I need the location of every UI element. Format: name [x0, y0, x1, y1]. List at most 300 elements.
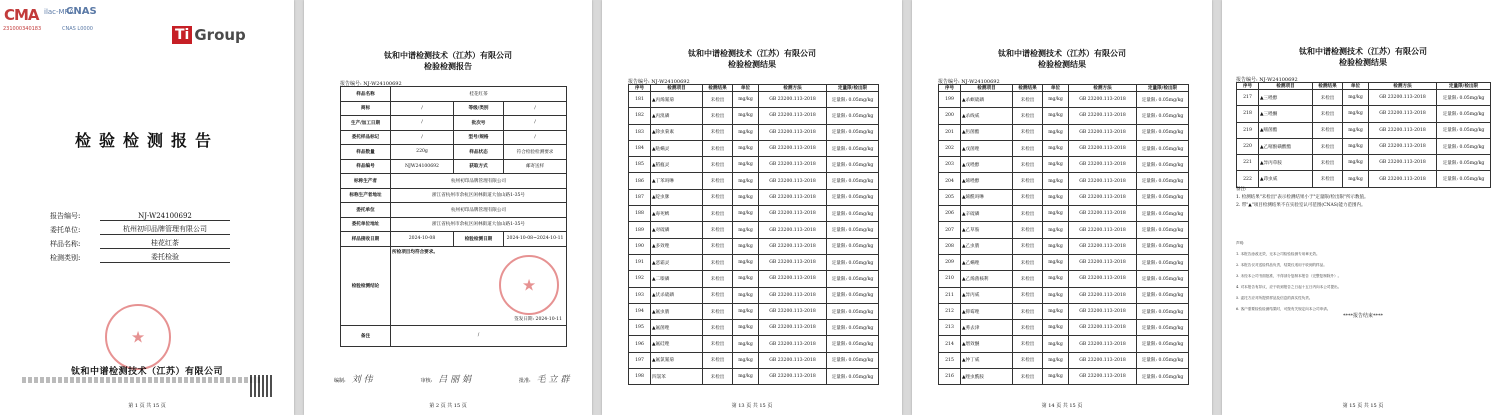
quantification-limit: 定量限: 0.05mg/kg [1137, 140, 1189, 156]
test-method: GB 23200.113-2018 [759, 189, 827, 205]
test-method: GB 23200.113-2018 [759, 369, 827, 385]
company-name: 钛和中谱检测技术（江苏）有限公司 [688, 48, 816, 58]
logo-ti: Ti [172, 26, 192, 44]
quantification-limit: 定量限: 0.05mg/kg [827, 303, 879, 319]
test-method: GB 23200.113-2018 [1369, 122, 1437, 138]
cma-logo: CMA [4, 6, 39, 24]
cover-title: 检验检测报告 [74, 131, 219, 150]
table-row [341, 116, 567, 131]
row-number: 207 [939, 222, 961, 238]
test-item: ▲丁苯吗啉 [651, 173, 703, 189]
cell: 样品接收日期 [341, 232, 391, 247]
cell: NJW24100692 [391, 159, 454, 174]
cnas-logo: CNAS [66, 6, 97, 17]
test-result: 未检出 [703, 303, 733, 319]
test-item: ▲莠去津 [961, 320, 1013, 336]
test-result: 未检出 [1313, 171, 1343, 187]
test-method: GB 23200.113-2018 [759, 108, 827, 124]
test-method: GB 23200.113-2018 [1069, 92, 1137, 108]
quantification-limit: 定量限: 0.05mg/kg [1437, 138, 1491, 154]
cell: 商标 [341, 101, 391, 116]
quantification-limit: 定量限: 0.05mg/kg [827, 352, 879, 368]
table-row [629, 173, 879, 189]
table-row [1237, 106, 1491, 122]
row-number: 192 [629, 271, 651, 287]
row-number: 185 [629, 157, 651, 173]
row-number: 220 [1237, 138, 1259, 154]
cell: / [504, 101, 567, 116]
quantification-limit: 定量限: 0.05mg/kg [1437, 122, 1491, 138]
notes-title: 备注: [1236, 187, 1247, 192]
logo-group: Group [194, 26, 246, 44]
cell: 样品编号 [341, 159, 391, 174]
cell: 桂花红茶 [391, 87, 567, 102]
info-value: NJ-W24100692 [100, 212, 230, 221]
test-item: ▲乙嘧酚磺酸酯 [1259, 138, 1313, 154]
test-item: ▲乙烯菌核利 [961, 271, 1013, 287]
cell: 邮寄送样 [504, 159, 567, 174]
row-number: 208 [939, 238, 961, 254]
test-item: ▲啶虫脒 [651, 189, 703, 205]
quantification-limit: 定量限: 0.05mg/kg [1437, 106, 1491, 122]
table-row [629, 369, 879, 385]
unit: mg/kg [733, 320, 759, 336]
test-item: ▲氟氯氰菊 [651, 352, 703, 368]
table-row [341, 87, 567, 102]
test-result: 未检出 [1313, 122, 1343, 138]
unit: mg/kg [733, 303, 759, 319]
row-number: 190 [629, 238, 651, 254]
quantification-limit: 定量限: 0.05mg/kg [1137, 206, 1189, 222]
cell: 委托单位地址 [341, 217, 391, 232]
unit: mg/kg [1043, 140, 1069, 156]
test-method: GB 23200.113-2018 [1069, 189, 1137, 205]
row-number: 217 [1237, 90, 1259, 106]
test-item: 四氯苯 [651, 369, 703, 385]
quantification-limit: 定量限: 0.05mg/kg [1137, 238, 1189, 254]
company-seal-icon: ★ [105, 304, 171, 370]
cell: / [391, 130, 454, 145]
table-row [939, 320, 1189, 336]
unit: mg/kg [1043, 206, 1069, 222]
note-item: 2. 带"▲"项目检测结果不在实验室认可范围(CNAS)能力范围内。 [1236, 203, 1366, 208]
company-name: 钛和中谱检测技术（江苏）有限公司 [70, 367, 223, 377]
table-row [1237, 171, 1491, 187]
table-header-row [629, 85, 879, 92]
test-item: ▲对硫磷 [651, 222, 703, 238]
column-header: 检测结果 [703, 85, 733, 92]
info-row [50, 235, 230, 249]
quantification-limit: 定量限: 0.05mg/kg [1137, 287, 1189, 303]
inspection-seal-icon: ★ [499, 255, 559, 315]
cell: 2024-10-08 [391, 232, 454, 247]
quantification-limit: 定量限: 0.05mg/kg [1137, 271, 1189, 287]
cell: 标称生产者 [341, 174, 391, 189]
column-header: 单位 [733, 85, 759, 92]
unit: mg/kg [733, 336, 759, 352]
unit: mg/kg [733, 222, 759, 238]
table-row [939, 124, 1189, 140]
table-row [629, 124, 879, 140]
table-row [629, 157, 879, 173]
test-result: 未检出 [703, 271, 733, 287]
test-result: 未检出 [1013, 336, 1043, 352]
table-row [629, 287, 879, 303]
test-method: GB 23200.113-2018 [759, 271, 827, 287]
quantification-limit: 定量限: 0.05mg/kg [1137, 157, 1189, 173]
test-result: 未检出 [1013, 222, 1043, 238]
page-header [304, 50, 592, 72]
test-method: GB 23200.113-2018 [759, 238, 827, 254]
test-item: ▲乙虫腈 [961, 238, 1013, 254]
quantification-limit: 定量限: 0.05mg/kg [827, 222, 879, 238]
test-result: 未检出 [703, 238, 733, 254]
statement-item: 1. 本报告涂改无效，无本公司检验检测专用章无效。 [1236, 252, 1320, 256]
test-method: GB 23200.113-2018 [759, 157, 827, 173]
row-number: 183 [629, 124, 651, 140]
test-item: ▲伏杀硫磷 [651, 287, 703, 303]
test-method: GB 23200.113-2018 [1069, 336, 1137, 352]
table-row [341, 203, 567, 218]
unit: mg/kg [1043, 173, 1069, 189]
test-item: ▲仲丁威 [961, 352, 1013, 368]
test-result: 未检出 [1313, 106, 1343, 122]
column-header: 定量限/检出限 [1437, 83, 1491, 90]
table-row [939, 238, 1189, 254]
ilac-logo: ilac-MRA [44, 8, 74, 16]
test-result: 未检出 [703, 140, 733, 156]
signature: 吕 丽 娟 [438, 375, 471, 385]
test-result: 未检出 [1313, 155, 1343, 171]
table-row [939, 92, 1189, 108]
row-number: 211 [939, 287, 961, 303]
unit: mg/kg [733, 124, 759, 140]
test-method: GB 23200.113-2018 [1369, 90, 1437, 106]
conclusion-text: 所检项目均符合要求。 [392, 249, 438, 255]
page-number: 第 14 页 共 15 页 [1041, 403, 1083, 409]
quantification-limit: 定量限: 0.05mg/kg [1137, 336, 1189, 352]
column-header: 检测项目 [1259, 83, 1313, 90]
test-item: ▲辛硫磷 [961, 206, 1013, 222]
test-item: ▲茚虫威 [1259, 171, 1313, 187]
row-number: 197 [629, 352, 651, 368]
column-header: 序号 [629, 85, 651, 92]
table-row [939, 369, 1189, 385]
cma-number: 231000340183 [3, 26, 42, 32]
column-header: 定量限/检出限 [827, 85, 879, 92]
report-number: 报告编号: NJ-W24100692 [628, 79, 690, 85]
test-item: ▲杀螟硫磷 [961, 92, 1013, 108]
table-row [1237, 122, 1491, 138]
test-result: 未检出 [703, 206, 733, 222]
unit: mg/kg [733, 92, 759, 108]
test-method: GB 23200.113-2018 [1069, 157, 1137, 173]
test-result: 未检出 [1013, 92, 1043, 108]
test-method: GB 23200.113-2018 [1069, 271, 1137, 287]
test-result: 未检出 [703, 189, 733, 205]
unit: mg/kg [733, 189, 759, 205]
cell: 检验检测结论 [341, 246, 391, 325]
report-page-results-14 [912, 0, 1212, 415]
column-header: 单位 [1043, 85, 1069, 92]
note-item: 1. 检测结果"未检出"表示检测结果小于"定量限/检出限"所示数值。 [1236, 195, 1369, 200]
cell: 220g [391, 145, 454, 160]
company-name: 钛和中谱检测技术（江苏）有限公司 [1299, 46, 1427, 56]
test-item: ▲恶霜灵 [651, 254, 703, 270]
tigroup-logo [172, 26, 246, 44]
test-result: 未检出 [1013, 238, 1043, 254]
test-result: 未检出 [1013, 254, 1043, 270]
row-number: 215 [939, 352, 961, 368]
cell: 样品数量 [341, 145, 391, 160]
unit: mg/kg [733, 271, 759, 287]
qr-code-icon [250, 375, 272, 397]
unit: mg/kg [1043, 108, 1069, 124]
test-result: 未检出 [1013, 108, 1043, 124]
row-number: 191 [629, 254, 651, 270]
page-number: 第 1 页 共 15 页 [128, 403, 166, 409]
page-number: 第 13 页 共 15 页 [731, 403, 773, 409]
unit: mg/kg [733, 140, 759, 156]
statement-item: 6. 客户需要检验检测结果时，可按有关规定向本公司申请。 [1236, 307, 1331, 311]
test-result: 未检出 [1013, 189, 1043, 205]
test-item: ▲戊菌唑 [961, 140, 1013, 156]
test-item: ▲增效醚 [961, 336, 1013, 352]
column-header: 定量限/检出限 [1137, 85, 1189, 92]
test-result: 未检出 [1013, 352, 1043, 368]
test-method: GB 23200.113-2018 [1069, 303, 1137, 319]
unit: mg/kg [1343, 138, 1369, 154]
cnas-number: CNAS L0000 [62, 26, 93, 32]
test-method: GB 23200.113-2018 [759, 320, 827, 336]
cell: / [391, 116, 454, 131]
cell: 符合检验检测要求 [504, 145, 567, 160]
unit: mg/kg [733, 369, 759, 385]
table-row [939, 287, 1189, 303]
test-result: 未检出 [703, 352, 733, 368]
statement-item: 3. 未经本公司书面批准，不得部分复制本报告（完整复制除外）。 [1236, 274, 1342, 278]
unit: mg/kg [1343, 106, 1369, 122]
table-row [939, 189, 1189, 205]
test-method: GB 23200.113-2018 [1069, 254, 1137, 270]
cell: 浙江省杭州市余杭区闲林街道大仙山路1-35号 [391, 217, 567, 232]
info-value: 杭州初印品牌管理有限公司 [100, 224, 230, 235]
table-row [629, 108, 879, 124]
cell: / [504, 130, 567, 145]
test-method: GB 23200.113-2018 [1069, 124, 1137, 140]
cell: 样品状态 [454, 145, 504, 160]
unit: mg/kg [733, 173, 759, 189]
cell: 2024-10-08~2024-10-11 [504, 232, 567, 247]
table-row [341, 101, 567, 116]
table-row [341, 130, 567, 145]
table-row [629, 140, 879, 156]
test-item: ▲除虫菊素 [651, 124, 703, 140]
test-result: 未检出 [1013, 206, 1043, 222]
row-number: 218 [1237, 106, 1259, 122]
unit: mg/kg [1043, 92, 1069, 108]
conclusion-cell [391, 246, 567, 325]
table-row [341, 232, 567, 247]
cell: 型号/规格 [454, 130, 504, 145]
info-value: 桂花红茶 [100, 238, 230, 249]
report-number: 报告编号: NJ-W24100692 [340, 81, 402, 87]
quantification-limit: 定量限: 0.05mg/kg [1437, 90, 1491, 106]
test-item: ▲唑虫酰胺 [961, 369, 1013, 385]
unit: mg/kg [733, 108, 759, 124]
quantification-limit: 定量限: 0.05mg/kg [1137, 303, 1189, 319]
test-method: GB 23200.113-2018 [759, 336, 827, 352]
test-result: 未检出 [1013, 287, 1043, 303]
info-row [50, 249, 230, 263]
quantification-limit: 定量限: 0.05mg/kg [1137, 92, 1189, 108]
table-row [629, 238, 879, 254]
quantification-limit: 定量限: 0.05mg/kg [827, 287, 879, 303]
quantification-limit: 定量限: 0.05mg/kg [1137, 108, 1189, 124]
test-item: ▲三唑醇 [1259, 90, 1313, 106]
info-label: 样品名称: [50, 240, 81, 248]
row-number: 195 [629, 320, 651, 336]
quantification-limit: 定量限: 0.05mg/kg [1137, 189, 1189, 205]
column-header: 单位 [1343, 83, 1369, 90]
test-method: GB 23200.113-2018 [1069, 320, 1137, 336]
unit: mg/kg [733, 352, 759, 368]
unit: mg/kg [1043, 336, 1069, 352]
table-row [629, 303, 879, 319]
unit: mg/kg [1343, 171, 1369, 187]
results-table [628, 84, 879, 385]
cell: 委托样品标记 [341, 130, 391, 145]
test-result: 未检出 [1313, 138, 1343, 154]
unit: mg/kg [1343, 122, 1369, 138]
statements [1236, 238, 1492, 315]
page-title: 检验检测结果 [728, 59, 776, 69]
table-row [939, 303, 1189, 319]
signature-row [334, 372, 569, 385]
signature-approver [519, 372, 569, 385]
quantification-limit: 定量限: 0.05mg/kg [827, 92, 879, 108]
row-number: 204 [939, 173, 961, 189]
page-header [1222, 46, 1504, 68]
unit: mg/kg [1043, 222, 1069, 238]
signature-label: 编制: [334, 378, 346, 384]
address-line [22, 377, 262, 383]
test-item: ▲异丙威 [961, 287, 1013, 303]
company-name: 钛和中谱检测技术（江苏）有限公司 [384, 50, 512, 60]
quantification-limit: 定量限: 0.05mg/kg [1137, 173, 1189, 189]
unit: mg/kg [1043, 287, 1069, 303]
unit: mg/kg [733, 287, 759, 303]
quantification-limit: 定量限: 0.05mg/kg [1137, 124, 1189, 140]
row-number: 196 [629, 336, 651, 352]
results-table [1236, 82, 1491, 188]
quantification-limit: 定量限: 0.05mg/kg [827, 157, 879, 173]
row-number: 193 [629, 287, 651, 303]
signature: 毛 立 群 [536, 375, 570, 385]
test-method: GB 23200.113-2018 [1069, 206, 1137, 222]
cell: 等级/类别 [454, 101, 504, 116]
test-item: ▲哒螨灵 [651, 140, 703, 156]
column-header: 检测项目 [961, 85, 1013, 92]
unit: mg/kg [1043, 320, 1069, 336]
quantification-limit: 定量限: 0.05mg/kg [1137, 222, 1189, 238]
table-row [629, 320, 879, 336]
info-row [50, 207, 230, 221]
unit: mg/kg [1043, 271, 1069, 287]
quantification-limit: 定量限: 0.05mg/kg [1437, 155, 1491, 171]
test-result: 未检出 [1013, 140, 1043, 156]
table-row [629, 352, 879, 368]
test-item: ▲稻瘟灵 [651, 157, 703, 173]
table-row [1237, 138, 1491, 154]
signature-reviewer [421, 372, 471, 385]
row-number: 200 [939, 108, 961, 124]
test-result: 未检出 [703, 222, 733, 238]
cover-info [50, 207, 230, 263]
table-row [939, 222, 1189, 238]
table-row [629, 254, 879, 270]
unit: mg/kg [733, 157, 759, 173]
quantification-limit: 定量限: 0.05mg/kg [827, 254, 879, 270]
test-item: ▲氟菌唑 [651, 320, 703, 336]
company-name: 钛和中谱检测技术（江苏）有限公司 [998, 48, 1126, 58]
unit: mg/kg [1043, 238, 1069, 254]
page-title: 检验检测报告 [424, 61, 472, 71]
table-row [341, 174, 567, 189]
cell: 批次号 [454, 116, 504, 131]
page-number: 第 2 页 共 15 页 [429, 403, 467, 409]
cell: / [391, 325, 567, 346]
test-method: GB 23200.113-2018 [1369, 138, 1437, 154]
report-number: 报告编号: NJ-W24100692 [938, 79, 1000, 85]
test-item: ▲杀线威 [961, 108, 1013, 124]
test-item: ▲多效唑 [651, 238, 703, 254]
statement-item: 5. 委托方应对所提供样品及信息的真实性负责。 [1236, 296, 1313, 300]
row-number: 212 [939, 303, 961, 319]
row-number: 214 [939, 336, 961, 352]
test-item: ▲二嗪磷 [651, 271, 703, 287]
test-item: ▲乙草胺 [961, 222, 1013, 238]
table-row [341, 246, 567, 325]
column-header: 检测方法 [759, 85, 827, 92]
unit: mg/kg [1043, 369, 1069, 385]
unit: mg/kg [733, 254, 759, 270]
table-row [939, 140, 1189, 156]
row-number: 203 [939, 157, 961, 173]
test-method: GB 23200.113-2018 [759, 254, 827, 270]
page-title: 检验检测结果 [1339, 57, 1387, 67]
info-row [50, 221, 230, 235]
table-row [629, 336, 879, 352]
test-method: GB 23200.113-2018 [759, 287, 827, 303]
info-label: 报告编号: [50, 212, 81, 220]
unit: mg/kg [733, 238, 759, 254]
report-page-summary [304, 0, 592, 415]
cell: 杭州初印品牌管理有限公司 [391, 174, 567, 189]
page-header [602, 48, 902, 70]
table-row [341, 217, 567, 232]
column-header: 检测项目 [651, 85, 703, 92]
signature: 刘 伟 [351, 375, 373, 385]
statement-item: 4. 对本报告有异议，应于收到报告之日起十五日内向本公司提出。 [1236, 285, 1342, 289]
quantification-limit: 定量限: 0.05mg/kg [827, 369, 879, 385]
row-number: 194 [629, 303, 651, 319]
test-result: 未检出 [1013, 124, 1043, 140]
info-label: 委托单位: [50, 226, 81, 234]
row-number: 199 [939, 92, 961, 108]
cell: 浙江省杭州市余杭区闲林街道大仙山路1-35号 [391, 188, 567, 203]
report-page-results-15 [1222, 0, 1504, 415]
